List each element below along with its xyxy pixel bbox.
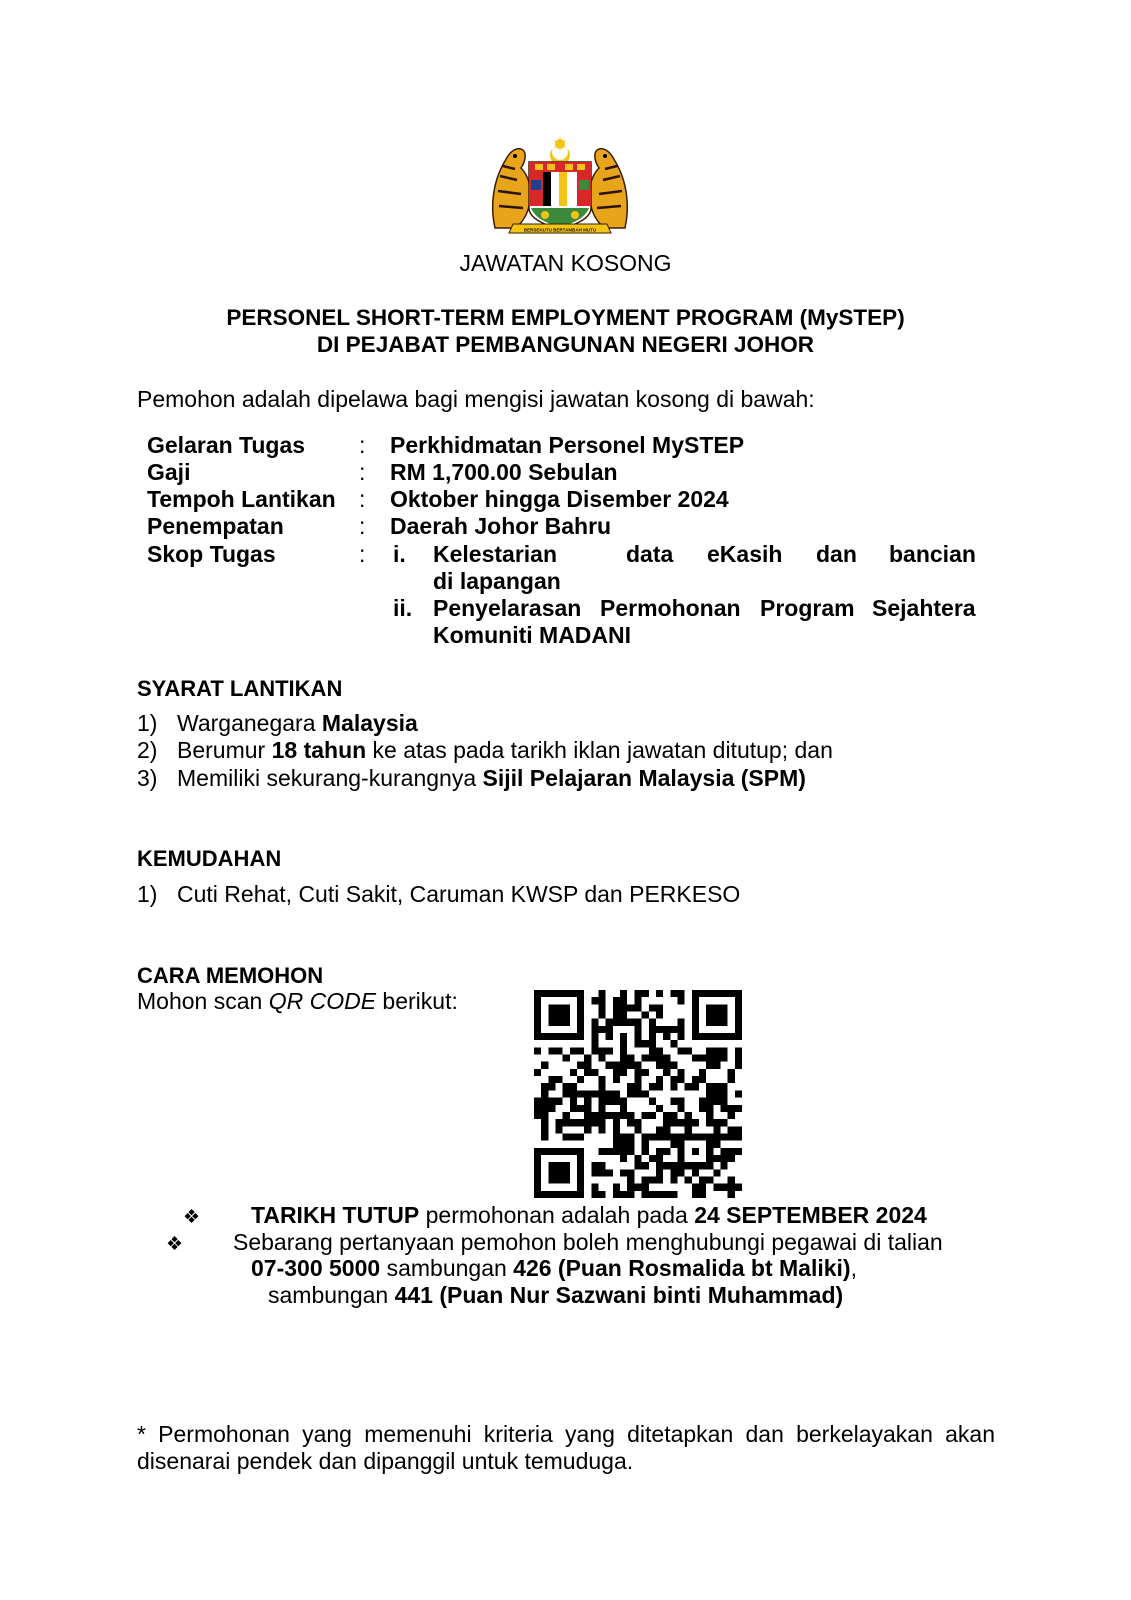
syarat-item-1-pre: Warganegara	[177, 710, 322, 736]
gaji-value: RM 1,700.00 Sebulan	[390, 459, 618, 485]
syarat-item-3	[177, 765, 806, 792]
note-closing-label: TARIKH TUTUP	[251, 1202, 420, 1228]
gelaran-value: Perkhidmatan Personel MySTEP	[390, 432, 745, 458]
colon: :	[359, 541, 366, 567]
cara-title: CARA MEMOHON	[137, 963, 324, 988]
gaji-label: Gaji	[147, 459, 191, 485]
skop-item-1-line2: di lapangan	[433, 568, 561, 594]
tempoh-value: Oktober hingga Disember 2024	[390, 486, 729, 512]
syarat-item-2-num: 2)	[137, 737, 158, 763]
coat-of-arms-crest	[485, 136, 635, 236]
qr-code[interactable]	[534, 990, 742, 1198]
penempatan-label: Penempatan	[147, 513, 284, 539]
note-comma: ,	[850, 1255, 857, 1281]
penempatan-value: Daerah Johor Bahru	[390, 513, 612, 539]
note-sambungan: sambungan	[380, 1255, 514, 1281]
note-contact-line2	[251, 1255, 857, 1282]
syarat-item-2-post: ke atas pada tarikh iklan jawatan ditutup; dan	[366, 737, 833, 763]
syarat-item-3-num: 3)	[137, 765, 158, 791]
cara-italic: QR CODE	[268, 988, 377, 1014]
kemudahan-item-1: Cuti Rehat, Cuti Sakit, Caruman KWSP dan PERKESO	[177, 881, 741, 907]
note-sambungan-2: sambungan	[268, 1282, 395, 1308]
intro-text: Pemohon adalah dipelawa bagi mengisi jawatan kosong di bawah:	[137, 386, 815, 412]
note-phone: 07-300 5000	[251, 1255, 381, 1281]
syarat-item-1-num: 1)	[137, 710, 158, 736]
tempoh-label: Tempoh Lantikan	[147, 486, 336, 512]
crest-motto-text: BERSEKUTU BERTAMBAH MUTU	[523, 227, 597, 233]
footnote-line1: * Permohonan yang memenuhi kriteria yang ditetapkan dan berkelayakan akan	[137, 1421, 995, 1447]
skop-item-1-word: bancian	[889, 541, 976, 567]
skop-item-2-line2: Komuniti MADANI	[433, 622, 632, 648]
skop-item-1-word: dan	[816, 541, 857, 567]
colon: :	[359, 486, 366, 512]
colon: :	[359, 513, 366, 539]
skop-item-1-word: data	[626, 541, 674, 567]
title-line-2: DI PEJABAT PEMBANGUNAN NEGERI JOHOR	[316, 332, 815, 357]
title-line-1: PERSONEL SHORT-TERM EMPLOYMENT PROGRAM (MySTEP)	[226, 305, 905, 330]
note-contact-line3	[268, 1282, 843, 1309]
skop-item-2-numeral: ii.	[393, 595, 413, 621]
cara-post: berikut:	[376, 988, 458, 1014]
syarat-title: SYARAT LANTIKAN	[137, 676, 343, 701]
colon: :	[359, 459, 366, 485]
gelaran-label: Gelaran Tugas	[147, 432, 306, 458]
syarat-item-1-bold: Malaysia	[321, 710, 418, 736]
skop-item-1-word: Kelestarian	[433, 541, 558, 567]
bullet-diamond-icon: ❖	[166, 1234, 184, 1255]
cara-pre: Mohon scan	[137, 988, 269, 1014]
colon: :	[359, 432, 366, 458]
page-heading: JAWATAN KOSONG	[459, 250, 672, 276]
footnote	[137, 1421, 995, 1475]
note-closing-date-value: 24 SEPTEMBER 2024	[694, 1202, 927, 1228]
note-contact-line1: Sebarang pertanyaan pemohon boleh menghubungi pegawai di talian	[233, 1229, 943, 1255]
skop-item-1-numeral: i.	[393, 541, 406, 567]
skop-item-2-word: Permohonan	[600, 595, 741, 621]
syarat-item-2	[177, 737, 833, 764]
syarat-item-3-bold: Sijil Pelajaran Malaysia (SPM)	[482, 765, 806, 791]
note-ext2: 441 (Puan Nur Sazwani binti Muhammad)	[394, 1282, 844, 1308]
skop-item-2-word: Program	[760, 595, 855, 621]
kemudahan-title: KEMUDAHAN	[137, 846, 282, 871]
skop-item-2-word: Penyelarasan	[433, 595, 582, 621]
kemudahan-item-1-num: 1)	[137, 881, 158, 907]
note-closing-date	[251, 1202, 927, 1229]
footnote-line2: disenarai pendek dan dipanggil untuk temuduga.	[137, 1448, 634, 1474]
syarat-item-2-bold: 18 tahun	[271, 737, 367, 763]
note-ext1: 426 (Puan Rosmalida bt Maliki)	[513, 1255, 851, 1281]
syarat-item-2-pre: Berumur	[177, 737, 272, 763]
note-closing-text: permohonan adalah pada	[419, 1202, 695, 1228]
bullet-diamond-icon: ❖	[183, 1207, 201, 1228]
syarat-item-1	[177, 710, 418, 737]
cara-instruction	[137, 988, 458, 1015]
skop-label: Skop Tugas	[147, 541, 276, 567]
skop-item-1-word: eKasih	[707, 541, 783, 567]
skop-item-2-word: Sejahtera	[872, 595, 976, 621]
syarat-item-3-pre: Memiliki sekurang-kurangnya	[177, 765, 483, 791]
